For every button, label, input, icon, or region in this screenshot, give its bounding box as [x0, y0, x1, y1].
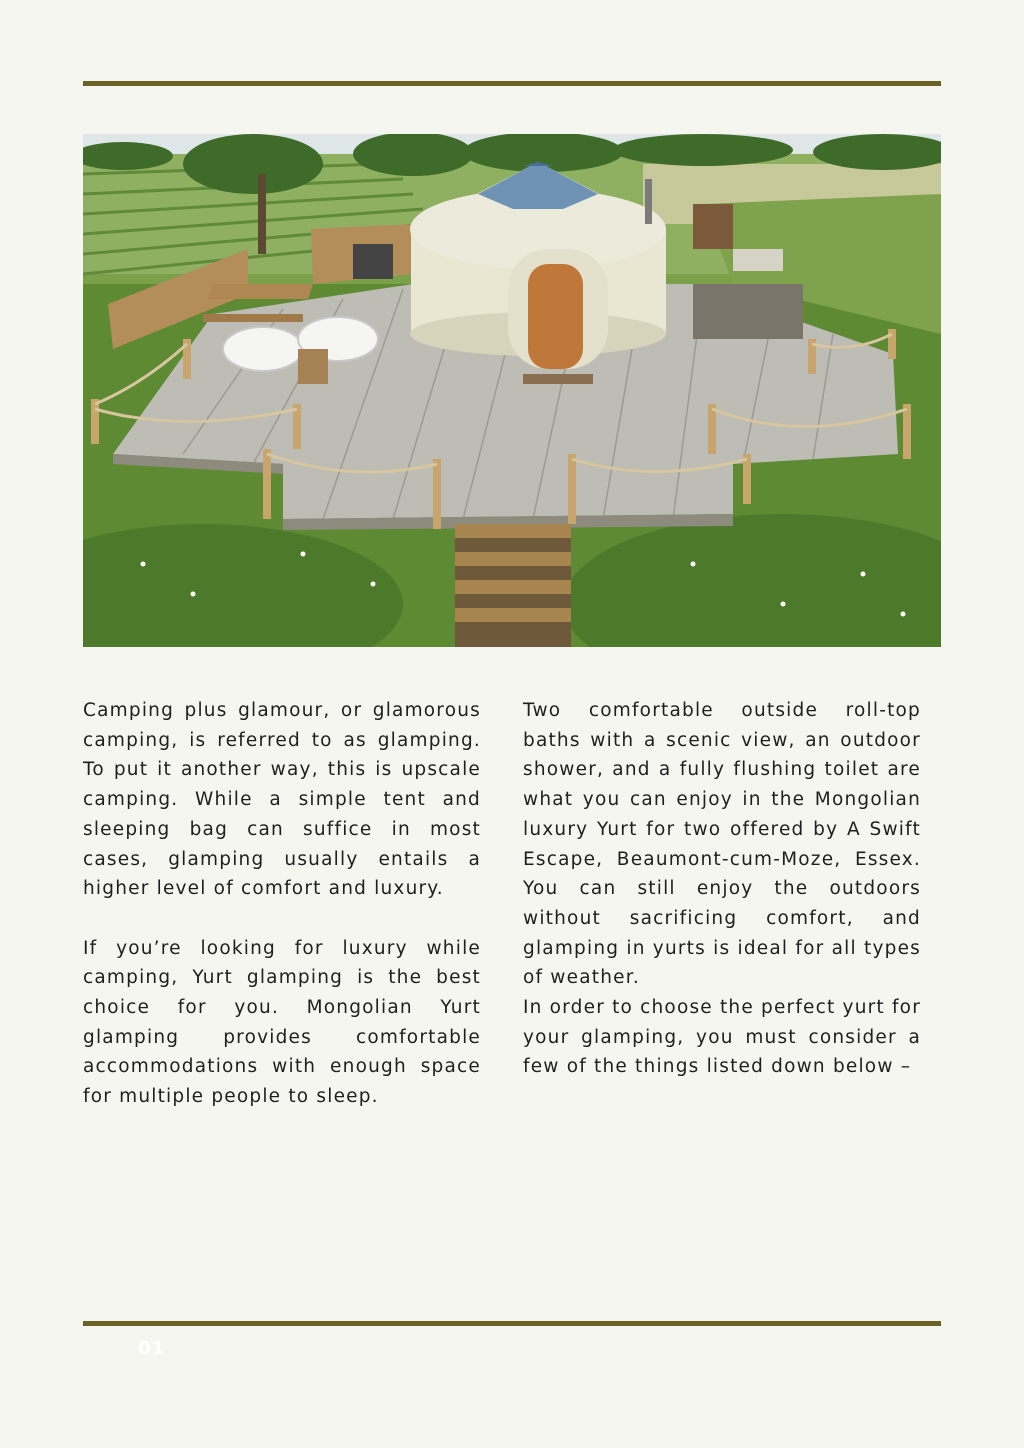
yurt-photo — [83, 134, 941, 647]
yurt-illustration — [83, 134, 941, 647]
top-divider — [83, 81, 941, 86]
right-paragraph-1: Two comfortable outside roll-top baths with a scenic view, an outdoor shower, and a fully flushing toilet are what you can enjoy in the Mongolian luxury Yurt for two offered by A Swift Escape, Beaumont-cum-Moze, Essex. You can still enjoy the outdoors without sacrificing comfort, and glamping in yurts is ideal for all types of weather. — [523, 700, 921, 989]
left-paragraph-2: If you’re looking for luxury while camping, Yurt glamping is the best choice for you. Mongolian Yurt glamping provides comfortable accommodations with enough space for multiple people to sleep. — [83, 937, 481, 1108]
right-paragraph-2: In order to choose the perfect yurt for your glamping, you must consider a few of the things listed down below – — [523, 997, 921, 1078]
left-paragraph-1: Camping plus glamour, or glamorous camping, is referred to as glamping. To put it another way, this is upscale camping. While a simple tent and sleeping bag can suffice in most cases, glamping usually entails a higher level of comfort and luxury. — [83, 700, 481, 900]
left-text-column — [83, 696, 481, 1112]
page-number: 01 — [138, 1338, 166, 1359]
bottom-divider — [83, 1321, 941, 1326]
right-text-column — [523, 696, 921, 1082]
